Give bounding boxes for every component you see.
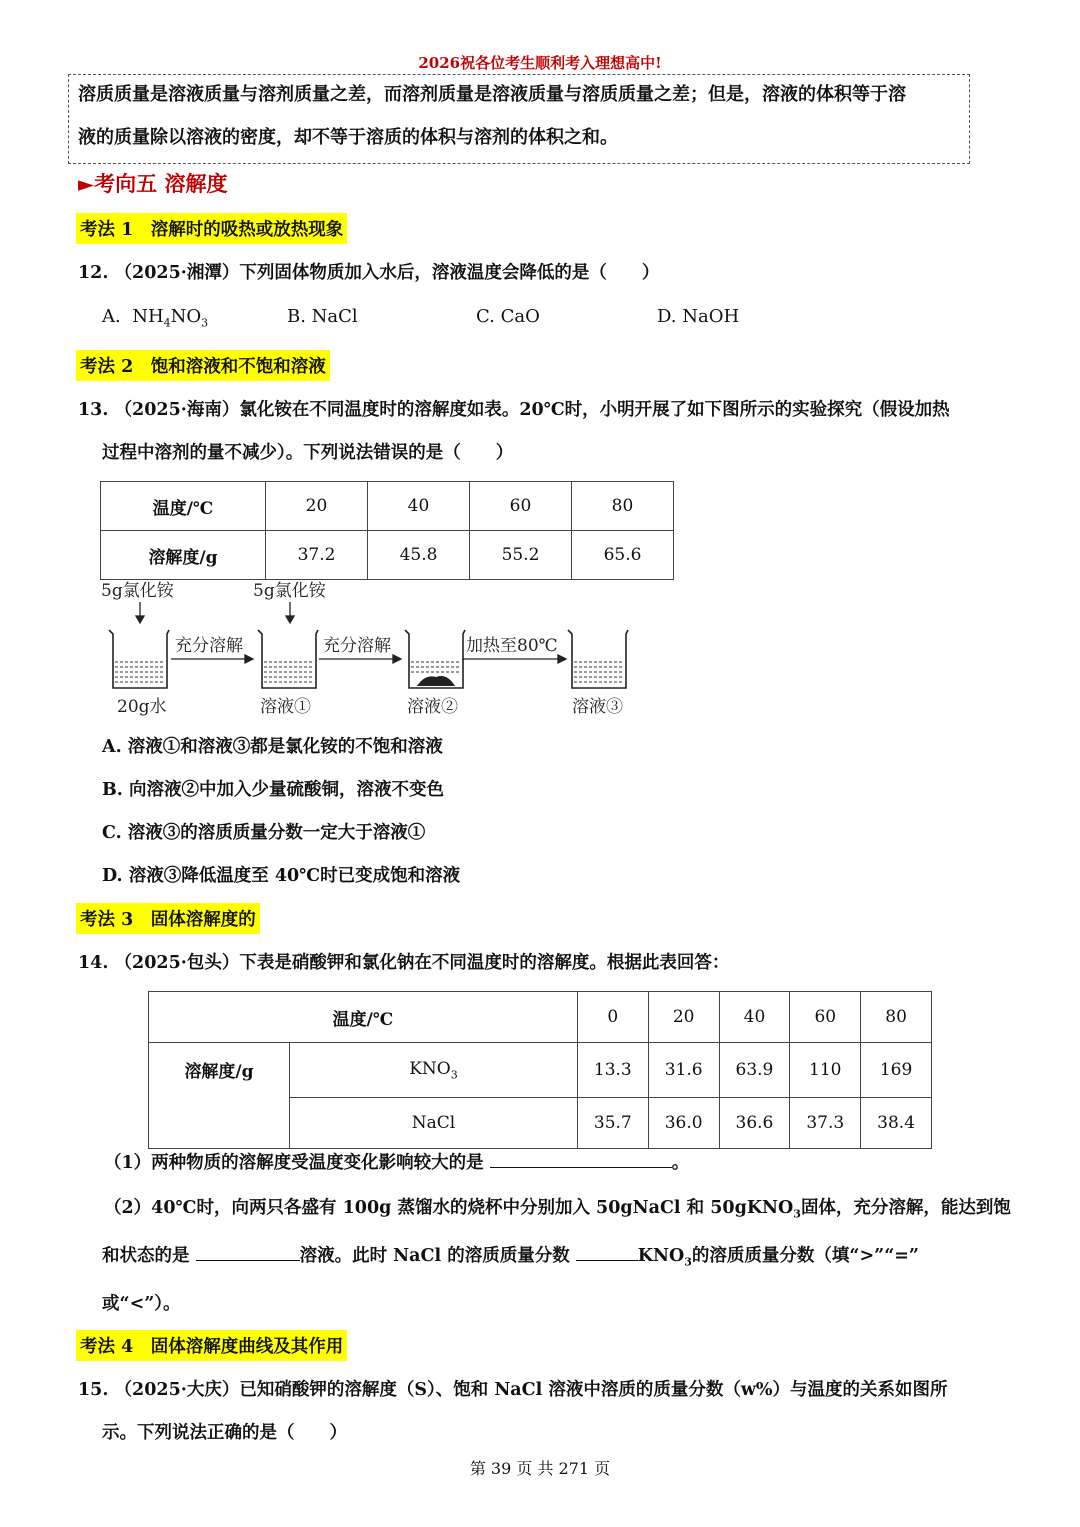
table-cell: 63.9 [719, 1043, 790, 1098]
q14-part-2-sub-a: 3 [793, 1207, 801, 1221]
table-cell: 80 [572, 482, 674, 531]
table-cell: 31.6 [648, 1043, 719, 1098]
table-cell: 20 [266, 482, 368, 531]
table-cell: 45.8 [368, 531, 470, 580]
q12-option-a [102, 306, 208, 330]
table-cell [290, 1043, 578, 1098]
beaker-4 [568, 630, 628, 688]
table-cell: 36.0 [648, 1098, 719, 1149]
liquid-1 [115, 662, 165, 682]
beaker-label-solution-1: 溶液① [260, 697, 311, 717]
liquid-4 [574, 662, 624, 682]
table-cell: 80 [861, 992, 932, 1043]
q13-experiment-diagram [95, 576, 675, 721]
q14-part-2-sub-b: 3 [684, 1255, 692, 1269]
table-cell: 溶解度/g [101, 531, 266, 580]
table-cell: 169 [861, 1043, 932, 1098]
table-cell: 37.2 [266, 531, 368, 580]
step-dissolve-2: 充分溶解 [323, 636, 391, 656]
right-arrow-head-2 [393, 655, 401, 663]
kaofa-4-label: 考法 4 固体溶解度曲线及其作用 [76, 1330, 347, 1361]
table-cell: NaCl [290, 1098, 578, 1149]
table-cell: 36.6 [719, 1098, 790, 1149]
q14-part-2-text-b2: 溶液。此时 NaCl 的溶质质量分数 [299, 1246, 570, 1266]
q12-option-b: B. NaCl [287, 306, 358, 327]
q12-option-c: C. CaO [476, 306, 540, 327]
down-arrow-head-2 [286, 616, 294, 623]
answer-blank-1[interactable] [490, 1149, 672, 1168]
kno3-sub: 3 [450, 1068, 458, 1082]
q14-part-2-text-b4: 的溶质质量分数（填“>”“=” [691, 1246, 919, 1266]
add-nh4cl-label-2: 5g氯化铵 [253, 581, 326, 601]
q12-option-a-sub2: 3 [201, 316, 209, 330]
table-row [101, 531, 674, 580]
kno3-formula: KNO [409, 1058, 451, 1079]
q14-part-2-text-b1: 和状态的是 [102, 1246, 190, 1266]
page-footer: 第 39 页 共 271 页 [469, 1459, 611, 1478]
page-header: 2026祝各位考生顺利考入理想高中! [418, 54, 662, 72]
liquid-3 [411, 662, 461, 672]
table-row [149, 1043, 932, 1098]
answer-blank-3[interactable] [576, 1242, 638, 1261]
right-arrow-head-3 [558, 655, 566, 663]
table-row [149, 992, 932, 1043]
table-cell: 110 [790, 1043, 861, 1098]
q15-stem-2: 示。下列说法正确的是（ ） [102, 1423, 347, 1443]
add-nh4cl-label-1: 5g氯化铵 [101, 581, 174, 601]
tip-line-2: 液的质量除以溶液的密度，却不等于溶质的体积与溶剂的体积之和。 [78, 127, 618, 148]
q14-part-2-text-a-end: 固体，充分溶解，能达到饱 [800, 1198, 1011, 1218]
q12-option-a-mid: NO [170, 306, 202, 327]
kaofa-3-label: 考法 3 固体溶解度的 [76, 903, 260, 934]
beaker-label-solution-3: 溶液③ [572, 697, 623, 717]
q12-option-d: D. NaOH [657, 306, 740, 327]
q14-part-2-line-1 [104, 1194, 1011, 1221]
step-heat: 加热至80℃ [466, 636, 558, 656]
table-cell: 40 [368, 482, 470, 531]
table-cell: 37.3 [790, 1098, 861, 1149]
table-cell: 60 [470, 482, 572, 531]
answer-blank-2[interactable] [196, 1242, 300, 1261]
table-cell: 65.6 [572, 531, 674, 580]
section-title: ►考向五 溶解度 [78, 171, 228, 196]
q13-option-a: A. 溶液①和溶液③都是氯化铵的不饱和溶液 [102, 737, 443, 757]
beaker-label-solution-2: 溶液② [407, 697, 458, 717]
q14-part-1 [104, 1149, 689, 1174]
table-cell: 温度/℃ [149, 992, 578, 1043]
q13-solubility-table [100, 481, 674, 580]
beaker-label-water: 20g水 [117, 697, 167, 717]
table-cell: 55.2 [470, 531, 572, 580]
q12-stem: 12. （2025·湘潭）下列固体物质加入水后，溶液温度会降低的是（ ） [78, 263, 660, 283]
q13-option-c: C. 溶液③的溶质质量分数一定大于溶液① [102, 823, 426, 843]
table-cell: 38.4 [861, 1098, 932, 1149]
q13-option-b: B. 向溶液②中加入少量硫酸铜，溶液不变色 [102, 780, 444, 800]
q14-part-2-line-3: 或“<”）。 [102, 1294, 181, 1314]
tip-line-1: 溶质质量是溶液质量与溶剂质量之差，而溶剂质量是溶液质量与溶质质量之差；但是，溶液的体积等于溶 [78, 84, 906, 105]
table-cell: 0 [577, 992, 648, 1043]
beaker-2 [258, 630, 318, 688]
right-arrow-head-1 [245, 655, 253, 663]
table-cell: 60 [790, 992, 861, 1043]
q14-part-2-line-2 [102, 1242, 919, 1269]
q13-option-d: D. 溶液③降低温度至 40℃时已变成饱和溶液 [102, 866, 461, 886]
table-cell: 温度/℃ [101, 482, 266, 531]
table-cell: 溶解度/g [149, 1043, 290, 1149]
undissolved-solid [417, 676, 455, 686]
step-dissolve-1: 充分溶解 [175, 636, 243, 656]
q13-stem-2: 过程中溶剂的量不减少）。下列说法错误的是（ ） [102, 443, 514, 463]
q12-option-a-formula: NH [132, 306, 164, 327]
table-row [101, 482, 674, 531]
table-cell: 20 [648, 992, 719, 1043]
down-arrow-head-1 [136, 616, 144, 623]
kaofa-1-label: 考法 1 溶解时的吸热或放热现象 [76, 213, 347, 244]
q14-solubility-table [148, 991, 932, 1149]
q15-stem-1: 15. （2025·大庆）已知硝酸钾的溶解度（S）、饱和 NaCl 溶液中溶质的质量分数（w%）与温度的关系如图所 [78, 1380, 948, 1400]
table-cell: 13.3 [577, 1043, 648, 1098]
q13-stem-1: 13. （2025·海南）氯化铵在不同温度时的溶解度如表。20℃时，小明开展了如下图所示的实验探究（假设加热 [78, 400, 950, 420]
kaofa-2-label: 考法 2 饱和溶液和不饱和溶液 [76, 350, 330, 381]
q14-part-2-text-b3: KNO [637, 1246, 685, 1266]
table-cell: 40 [719, 992, 790, 1043]
q14-stem: 14. （2025·包头）下表是硝酸钾和氯化钠在不同温度时的溶解度。根据此表回答： [78, 953, 730, 973]
beaker-1 [109, 630, 169, 688]
liquid-2 [264, 662, 314, 682]
table-cell: 35.7 [577, 1098, 648, 1149]
q12-option-a-label: A. [102, 306, 121, 327]
q14-part-2-text-a: （2）40℃时，向两只各盛有 100g 蒸馏水的烧杯中分别加入 50gNaCl 和 50gKNO [104, 1198, 794, 1218]
q14-part-1-end: 。 [671, 1153, 690, 1173]
q14-part-1-text: （1）两种物质的溶解度受温度变化影响较大的是 [104, 1153, 484, 1173]
q12-option-a-sub1: 4 [163, 316, 171, 330]
